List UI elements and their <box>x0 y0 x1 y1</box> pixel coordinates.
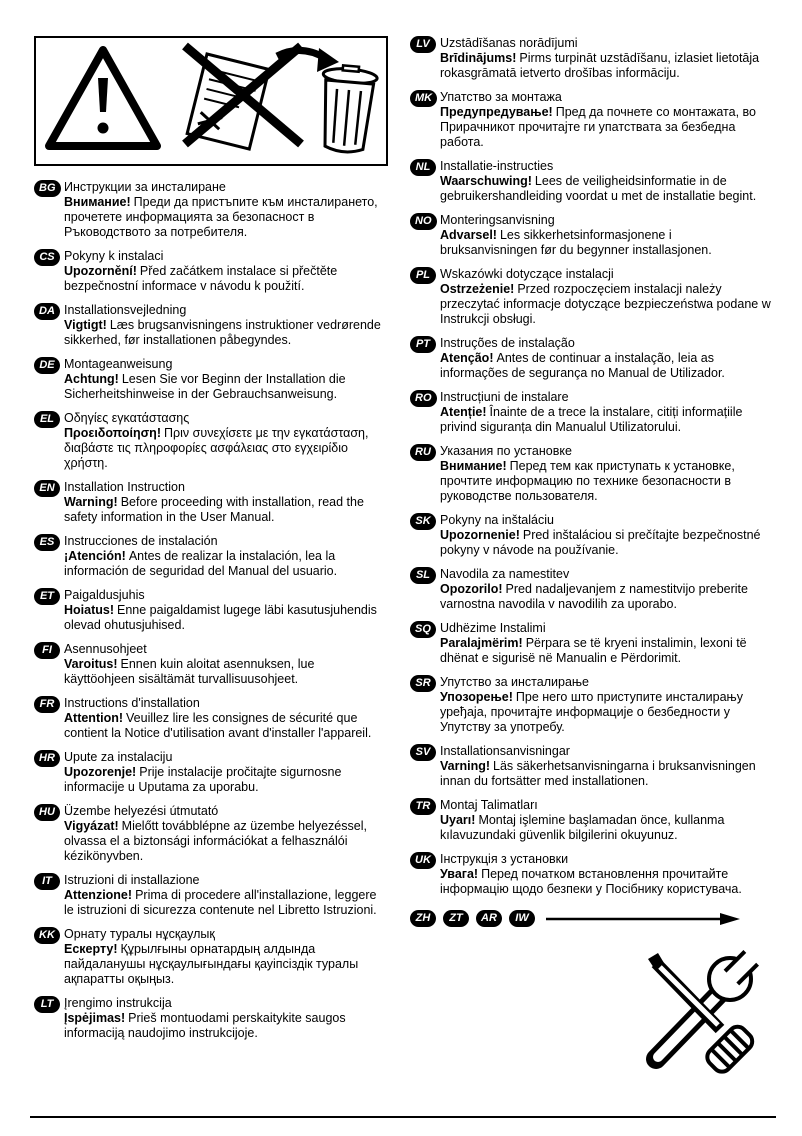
right-language-list <box>410 36 772 906</box>
entry-title: Upute za instalaciju <box>64 750 173 764</box>
entry-text: Lees de veiligheidsinformatie in de gebruikershandleiding voordat u met de installatie begint. <box>440 174 757 203</box>
language-entry <box>410 90 772 150</box>
entry-title: Instrucțiuni de instalare <box>440 390 569 404</box>
language-code-badge: EN <box>34 480 60 497</box>
warning-triangle-icon <box>49 50 157 146</box>
entry-body <box>64 888 388 918</box>
entry-body <box>440 528 772 558</box>
right-column <box>410 36 772 1083</box>
language-code-badge: RO <box>410 390 437 407</box>
language-code-badge: CS <box>34 249 60 266</box>
language-code-badge: BG <box>34 180 61 197</box>
entry-warning: Vigtigt! <box>64 318 107 332</box>
entry-body <box>64 549 388 579</box>
language-code-badge: ET <box>34 588 60 605</box>
entry-warning: ¡Atención! <box>64 549 126 563</box>
language-code-badge: DE <box>34 357 60 374</box>
entry-title: Instructions d'installation <box>64 696 200 710</box>
language-code-badge: FR <box>34 696 60 713</box>
entry-warning: Waarschuwing! <box>440 174 532 188</box>
entry-body <box>64 495 388 525</box>
language-code-badge: SQ <box>410 621 436 638</box>
entry-text: Enne paigaldamist lugege läbi kasutusjuhendis olevad ohutusjuhised. <box>64 603 377 632</box>
entry-body <box>440 351 772 381</box>
entry-text: Пред да почнете со монтажата, во Прирачникот прочитајте ги упатствата за безбедна работа. <box>440 105 756 149</box>
language-code-badge: HU <box>34 804 60 821</box>
language-code-badge: HR <box>34 750 60 767</box>
language-entry <box>410 513 772 558</box>
language-code-badge: UK <box>410 852 436 869</box>
language-code-badge: MK <box>410 90 437 107</box>
language-entry <box>410 36 772 81</box>
entry-warning: Προειδοποίηση! <box>64 426 161 440</box>
entry-title: Istruzioni di installazione <box>64 873 200 887</box>
entry-warning: Varning! <box>440 759 491 773</box>
entry-text: Montaj işlemine başlamadan önce, kullanma kılavuzundaki güvenlik bilgilerini okuyunuz. <box>440 813 725 842</box>
entry-body <box>440 174 772 204</box>
entry-body <box>440 228 772 258</box>
entry-warning: Achtung! <box>64 372 119 386</box>
entry-warning: Увага! <box>440 867 479 881</box>
entry-text: Prije instalacije pročitajte sigurnosne informacije u Uputama za uporabu. <box>64 765 342 794</box>
entry-title: Udhëzime Instalimi <box>440 621 546 635</box>
entry-body <box>64 711 388 741</box>
language-entry <box>410 213 772 258</box>
wrench-screwdriver-icon <box>618 933 770 1083</box>
language-code-badge: AR <box>476 910 502 927</box>
entry-warning: Advarsel! <box>440 228 497 242</box>
entry-title: Орнату туралы нұсқаулық <box>64 927 215 941</box>
entry-body <box>440 282 772 327</box>
language-code-badge: SL <box>410 567 436 584</box>
right-arrow-icon <box>542 912 772 926</box>
entry-body <box>440 690 772 735</box>
language-entry <box>34 873 388 918</box>
entry-body <box>64 819 388 864</box>
language-code-badge: FI <box>34 642 60 659</box>
two-column-layout <box>34 36 772 1083</box>
entry-title: Pokyny k instalaci <box>64 249 164 263</box>
language-entry <box>410 390 772 435</box>
entry-title: Installatie-instructies <box>440 159 554 173</box>
entry-warning: Upozorenje! <box>64 765 137 779</box>
entry-text: Antes de realizar la instalación, lea la información de seguridad del Manual del usuario. <box>64 549 338 578</box>
entry-warning: Upozornění! <box>64 264 137 278</box>
entry-text: Ennen kuin aloitat asennuksen, lue käyttöohjeen sisältämät turvallisuusohjeet. <box>64 657 315 686</box>
entry-body <box>440 813 772 843</box>
entry-warning: Vigyázat! <box>64 819 119 833</box>
entry-body <box>440 867 772 897</box>
entry-text: Pred inštaláciou si prečítajte bezpečnostné pokyny v návode na používanie. <box>440 528 761 557</box>
entry-text: Läs säkerhetsanvisningarna i bruksanvisningen innan du fortsätter med installationen. <box>440 759 756 788</box>
entry-text: Les sikkerhetsinformasjonene i bruksanvisningen før du begynner installasjonen. <box>440 228 712 257</box>
entry-warning: Внимание! <box>440 459 507 473</box>
entry-warning: Upozornenie! <box>440 528 520 542</box>
entry-title: Installation Instruction <box>64 480 185 494</box>
entry-text: Преди да пристъпите към инсталирането, прочетете информацията за безопасност в Ръководството за потребителя. <box>64 195 378 239</box>
language-code-badge: EL <box>34 411 60 428</box>
language-entry <box>34 480 388 525</box>
do-not-discard-manual-icon <box>43 42 379 160</box>
entry-body <box>64 264 388 294</box>
language-entry <box>34 588 388 633</box>
entry-title: Asennusohjeet <box>64 642 147 656</box>
entry-warning: Предупредување! <box>440 105 553 119</box>
left-column <box>34 36 388 1083</box>
entry-title: Montaj Talimatları <box>440 798 538 812</box>
language-code-badge: PT <box>410 336 436 353</box>
language-code-badge: LT <box>34 996 60 1013</box>
language-entry <box>34 927 388 987</box>
entry-body <box>440 405 772 435</box>
entry-body <box>440 459 772 504</box>
entry-text: Перед тем как приступать к установке, прочтите информацию по технике безопасности в руководстве пользователя. <box>440 459 735 503</box>
entry-warning: Opozorilo! <box>440 582 503 596</box>
language-code-badge: ES <box>34 534 60 551</box>
entry-body <box>440 759 772 789</box>
entry-warning: Attention! <box>64 711 124 725</box>
entry-title: Navodila za namestitev <box>440 567 570 581</box>
language-entry <box>410 159 772 204</box>
language-entry <box>410 567 772 612</box>
entry-title: Installationsanvisningar <box>440 744 570 758</box>
entry-body <box>64 195 388 240</box>
more-languages-row <box>410 910 772 927</box>
language-code-badge: LV <box>410 36 436 53</box>
entry-title: Installationsvejledning <box>64 303 187 317</box>
entry-title: Įrengimo instrukcija <box>64 996 172 1010</box>
entry-title: Instrucciones de instalación <box>64 534 218 548</box>
language-entry <box>34 249 388 294</box>
entry-text: Prieš montuodami perskaitykite saugos informaciją naudojimo instrukcijoje. <box>64 1011 346 1040</box>
entry-text: Πριν συνεχίσετε με την εγκατάσταση, διαβάστε τις πληροφορίες ασφάλειας στο εγχειρίδιο χρήστη. <box>64 426 369 470</box>
language-entry <box>34 303 388 348</box>
entry-text: Læs brugsanvisningens instruktioner vedrørende sikkerhed, før installationen påbegyndes. <box>64 318 381 347</box>
entry-text: Před začátkem instalace si přečtěte bezpečnostní informace v návodu k použití. <box>64 264 338 293</box>
language-code-badge: PL <box>410 267 436 284</box>
entry-body <box>64 657 388 687</box>
language-entry <box>34 411 388 471</box>
language-code-badge: TR <box>410 798 436 815</box>
entry-body <box>64 603 388 633</box>
entry-text: Antes de continuar a instalação, leia as informações de segurança no Manual de Utilizador. <box>440 351 725 380</box>
entry-text: Përpara se të kryeni instalimin, lexoni të dhënat e sigurisë në Manualin e Përdorimit. <box>440 636 747 665</box>
entry-body <box>64 1011 388 1041</box>
language-code-badge: ZT <box>443 910 469 927</box>
entry-body <box>64 426 388 471</box>
warning-box <box>34 36 388 166</box>
language-code-badge: DA <box>34 303 60 320</box>
entry-warning: Внимание! <box>64 195 131 209</box>
entry-text: Przed rozpoczęciem instalacji należy przeczytać informacje dotyczące bezpieczeństwa podane w Instrukcji obsługi. <box>440 282 771 326</box>
entry-title: Οδηγίες εγκατάστασης <box>64 411 190 425</box>
entry-text: Înainte de a trece la instalare, citiți informațiile privind siguranța din Manualul Utilizatorului. <box>440 405 743 434</box>
language-code-badge: SR <box>410 675 436 692</box>
entry-text: Перед початком встановлення прочитайте інформацію щодо безпеки у Посібнику користувача. <box>440 867 742 896</box>
language-code-badge: IT <box>34 873 60 890</box>
language-entry <box>34 180 388 240</box>
language-code-badge: NL <box>410 159 436 176</box>
entry-body <box>64 942 388 987</box>
entry-body <box>440 105 772 150</box>
tools-illustration <box>410 933 772 1083</box>
language-entry <box>410 621 772 666</box>
entry-warning: Varoitus! <box>64 657 118 671</box>
entry-warning: Attenzione! <box>64 888 133 902</box>
entry-title: Instruções de instalação <box>440 336 575 350</box>
language-code-badge: ZH <box>410 910 436 927</box>
entry-body <box>64 372 388 402</box>
entry-warning: Ostrzeżenie! <box>440 282 515 296</box>
entry-title: Paigaldusjuhis <box>64 588 145 602</box>
language-entry <box>410 852 772 897</box>
entry-warning: Упозорење! <box>440 690 513 704</box>
language-entry <box>410 744 772 789</box>
entry-warning: Ескерту! <box>64 942 118 956</box>
language-entry <box>410 444 772 504</box>
language-entry <box>34 696 388 741</box>
entry-warning: Brīdinājums! <box>440 51 517 65</box>
entry-body <box>64 318 388 348</box>
entry-warning: Warning! <box>64 495 118 509</box>
language-code-badge: KK <box>34 927 60 944</box>
entry-title: Указания по установке <box>440 444 572 458</box>
entry-text: Pred nadaljevanjem z namestitvijo preberite varnostna navodila v navodilih za uporabo. <box>440 582 748 611</box>
entry-body <box>440 51 772 81</box>
language-entry <box>410 336 772 381</box>
entry-text: Pirms turpināt uzstādīšanu, izlasiet lietotāja rokasgrāmatā ietverto drošības informāciju. <box>440 51 760 80</box>
entry-title: Инструкции за инсталиране <box>64 180 226 194</box>
language-code-badge: SK <box>410 513 436 530</box>
entry-text: Prima di procedere all'installazione, leggere le istruzioni di sicurezza contenute nel Libretto Istruzioni. <box>64 888 377 917</box>
entry-text: Пре него што приступите инсталирању уређаја, прочитајте информације о безбедности у Упутству за употребу. <box>440 690 743 734</box>
entry-body <box>440 636 772 666</box>
language-entry <box>410 798 772 843</box>
language-code-badge: NO <box>410 213 437 230</box>
entry-title: Інструкція з установки <box>440 852 569 866</box>
language-entry <box>34 996 388 1041</box>
entry-body <box>440 582 772 612</box>
entry-title: Üzembe helyezési útmutató <box>64 804 219 818</box>
entry-body <box>64 765 388 795</box>
entry-warning: Paralajmërim! <box>440 636 523 650</box>
language-entry <box>34 804 388 864</box>
entry-text: Құрылғыны орнатардың алдында пайдаланушы нұсқаулығындағы қауіпсіздік туралы ақпаратты оқыңыз. <box>64 942 359 986</box>
entry-text: Mielőtt továbblépne az üzembe helyezéssel, olvassa el a biztonsági információkat a felhasználói kézikönyvben. <box>64 819 367 863</box>
entry-title: Упутство за инсталирање <box>440 675 589 689</box>
more-languages-badges <box>410 910 535 927</box>
left-language-list <box>34 180 388 1050</box>
language-code-badge: IW <box>509 910 535 927</box>
entry-title: Montageanweisung <box>64 357 173 371</box>
language-entry <box>410 675 772 735</box>
entry-text: Before proceeding with installation, read the safety information in the User Manual. <box>64 495 364 524</box>
language-code-badge: RU <box>410 444 436 461</box>
page-bottom-rule <box>30 1116 776 1118</box>
language-entry <box>410 267 772 327</box>
entry-warning: Uyarı! <box>440 813 476 827</box>
entry-warning: Atenție! <box>440 405 487 419</box>
entry-warning: Įspėjimas! <box>64 1011 126 1025</box>
language-entry <box>34 357 388 402</box>
entry-title: Pokyny na inštaláciu <box>440 513 554 527</box>
entry-title: Упатство за монтажа <box>440 90 562 104</box>
language-entry <box>34 642 388 687</box>
entry-text: Veuillez lire les consignes de sécurité que contient la Notice d'utilisation avant d'installer l'appareil. <box>64 711 372 740</box>
entry-title: Uzstādīšanas norādījumi <box>440 36 578 50</box>
entry-text: Lesen Sie vor Beginn der Installation die Sicherheitshinweise in der Gebrauchsanweisung. <box>64 372 346 401</box>
language-entry <box>34 750 388 795</box>
entry-warning: Atenção! <box>440 351 494 365</box>
entry-title: Monteringsanvisning <box>440 213 555 227</box>
language-code-badge: SV <box>410 744 436 761</box>
entry-title: Wskazówki dotyczące instalacji <box>440 267 614 281</box>
language-entry <box>34 534 388 579</box>
entry-warning: Hoiatus! <box>64 603 114 617</box>
